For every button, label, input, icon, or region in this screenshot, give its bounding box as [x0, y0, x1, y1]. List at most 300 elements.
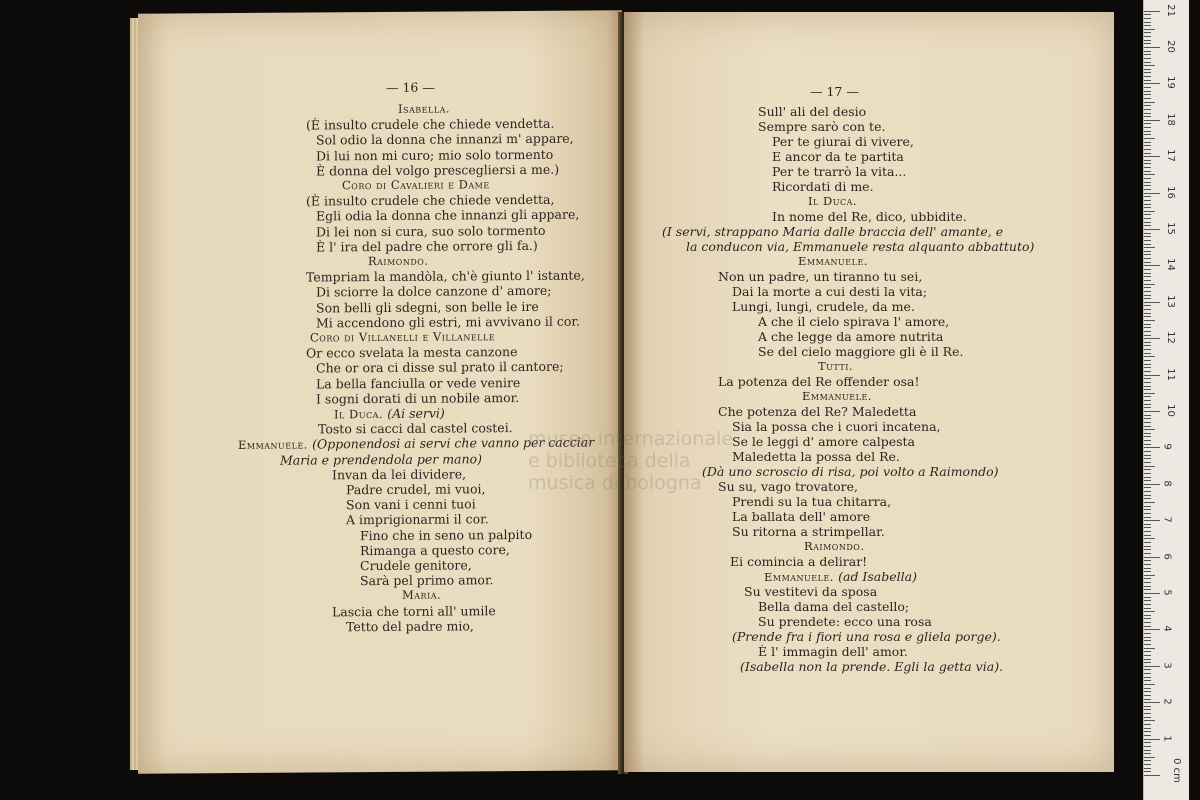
ruler-tick [1144, 218, 1151, 219]
ruler-tick [1144, 153, 1151, 154]
ruler-tick [1144, 506, 1151, 507]
ruler-tick [1144, 655, 1151, 656]
ruler-tick [1144, 91, 1151, 92]
ruler-tick [1144, 407, 1151, 408]
ruler-tick [1144, 513, 1151, 514]
ruler-tick [1144, 418, 1151, 419]
ruler-tick [1144, 600, 1151, 601]
ruler-number: 18 [1164, 112, 1176, 126]
ruler-number: 12 [1164, 331, 1176, 345]
left-page-text [138, 10, 622, 773]
ruler-tick [1144, 65, 1155, 66]
verse-line: Invan da lei dividere, [332, 466, 467, 483]
verse-line: Emmanuele. (ad Isabella) [764, 569, 917, 584]
ruler-tick [1144, 291, 1151, 292]
ruler-tick [1144, 527, 1151, 528]
ruler-number: 8 [1161, 480, 1173, 487]
verse-line: I sogni dorati di un nobile amor. [316, 389, 520, 407]
ruler-tick [1144, 775, 1160, 776]
verse-line: La bella fanciulla or vede venire [316, 374, 521, 392]
verse-line: E ancor da te partita [772, 149, 904, 164]
stage-direction: (Dà uno scroscio di risa, poi volto a Raimondo) [702, 464, 999, 479]
verse-line: Sarà pel primo amor. [360, 572, 494, 589]
ruler-number: 14 [1164, 258, 1176, 272]
right-page [624, 12, 1114, 772]
verse-line: Emmanuele. (Opponendosi ai servi che vanno per cacciar [238, 434, 595, 453]
ruler-number: 17 [1164, 149, 1176, 163]
ruler-tick [1144, 760, 1151, 761]
ruler-tick [1144, 83, 1160, 84]
ruler-tick [1144, 360, 1151, 361]
ruler-tick [1144, 597, 1151, 598]
speaker-heading: Raimondo. [804, 539, 865, 553]
ruler-tick [1144, 171, 1151, 172]
library-watermark [528, 428, 733, 494]
ruler-tick [1144, 491, 1151, 492]
ruler-tick [1144, 557, 1160, 558]
ruler-tick [1144, 677, 1151, 678]
ruler-tick [1144, 29, 1155, 30]
ruler-number: 11 [1164, 367, 1176, 381]
ruler-tick [1144, 673, 1151, 674]
ruler-tick [1144, 615, 1151, 616]
measuring-ruler [1143, 0, 1189, 800]
stage-direction: Maria e prendendola per mano) [280, 450, 482, 468]
ruler-tick [1144, 222, 1151, 223]
ruler-tick [1144, 644, 1151, 645]
ruler-tick [1144, 87, 1151, 88]
verse-line: Che potenza del Re? Maledetta [718, 404, 917, 419]
verse-line: È donna del volgo prescegliersi a me.) [316, 161, 560, 179]
ruler-tick [1144, 284, 1155, 285]
ruler-tick [1144, 225, 1151, 226]
speaker-heading: Coro di Villanelli e Villanelle [310, 329, 496, 345]
ruler-tick [1144, 593, 1160, 594]
ruler-tick [1144, 586, 1151, 587]
ruler-tick [1144, 560, 1151, 561]
ruler-tick [1144, 204, 1151, 205]
verse-line: Lungi, lungi, crudele, da me. [732, 299, 915, 314]
ruler-tick [1144, 305, 1151, 306]
ruler-tick [1144, 611, 1155, 612]
ruler-tick [1144, 98, 1151, 99]
ruler-number: 3 [1161, 662, 1173, 669]
verse-line: Ei comincia a delirar! [730, 554, 868, 569]
ruler-tick [1144, 287, 1151, 288]
ruler-tick [1144, 163, 1151, 164]
ruler-tick [1144, 178, 1151, 179]
ruler-tick [1144, 535, 1151, 536]
ruler-tick [1144, 462, 1151, 463]
ruler-tick [1144, 378, 1151, 379]
ruler-tick [1144, 18, 1151, 19]
ruler-tick [1144, 69, 1151, 70]
ruler-tick [1144, 295, 1151, 296]
ruler-tick [1144, 713, 1151, 714]
ruler-tick [1144, 254, 1151, 255]
verse-line: Sull' ali del desio [758, 104, 867, 119]
verse-line: Su prendete: ecco una rosa [758, 614, 932, 629]
ruler-tick [1144, 131, 1151, 132]
stage-direction: la conducon via, Emmanuele resta alquanto abbattuto) [686, 239, 1035, 254]
verse-line: Or ecco svelata la mesta canzone [306, 344, 518, 361]
ruler-tick [1144, 739, 1160, 740]
ruler-tick [1144, 375, 1160, 376]
ruler-tick [1144, 480, 1151, 481]
ruler-tick [1144, 214, 1151, 215]
ruler-tick [1144, 568, 1151, 569]
ruler-tick [1144, 702, 1160, 703]
verse-line: Per te trarrò la vita... [772, 164, 907, 179]
ruler-tick [1144, 750, 1151, 751]
ruler-tick [1144, 659, 1151, 660]
verse-line: Su su, vago trovatore, [718, 479, 858, 494]
verse-line: Su vestitevi da sposa [744, 584, 878, 599]
verse-line: Di lei non si cura, suo solo tormento [316, 222, 546, 240]
ruler-tick [1144, 771, 1151, 772]
verse-line: Prendi su la tua chitarra, [732, 494, 892, 509]
ruler-number: 10 [1164, 404, 1176, 417]
ruler-tick [1144, 309, 1151, 310]
ruler-tick [1144, 353, 1151, 354]
ruler-tick [1144, 273, 1151, 274]
verse-line: La potenza del Re offender osa! [718, 374, 920, 389]
ruler-tick [1144, 280, 1151, 281]
ruler-tick [1144, 724, 1151, 725]
ruler-tick [1144, 633, 1151, 634]
verse-line: Se del cielo maggiore gli è il Re. [758, 344, 964, 359]
ruler-tick [1144, 160, 1151, 161]
ruler-tick [1144, 662, 1151, 663]
ruler-tick [1144, 138, 1155, 139]
ruler-tick [1144, 640, 1151, 641]
ruler-tick [1144, 244, 1151, 245]
verse-line: Mi accendono gli estri, mi avvivano il cor. [316, 313, 581, 331]
ruler-number: 4 [1161, 625, 1173, 633]
ruler-tick [1144, 382, 1151, 383]
ruler-tick [1144, 477, 1151, 478]
ruler-tick [1144, 578, 1151, 579]
ruler-tick [1144, 531, 1151, 532]
ruler-tick [1144, 386, 1151, 387]
ruler-tick [1144, 102, 1155, 103]
page-number: — 17 — [810, 84, 859, 99]
speaker-heading: Tutti. [818, 359, 854, 373]
ruler-tick [1144, 109, 1151, 110]
ruler-tick [1144, 720, 1155, 721]
ruler-tick [1144, 22, 1151, 23]
stage-direction: (Isabella non la prende. Egli la getta via). [740, 659, 1004, 674]
ruler-tick [1144, 517, 1151, 518]
ruler-tick [1144, 509, 1151, 510]
verse-line: Son vani i cenni tuoi [346, 496, 476, 513]
ruler-tick [1144, 324, 1151, 325]
watermark-line: museo internazionale [528, 428, 733, 450]
verse-line: Crudele genitore, [360, 557, 472, 574]
verse-line: (È insulto crudele che chiede vendetta. [306, 115, 555, 133]
verse-line: Sol odio la donna che innanzi m' appare, [316, 131, 574, 148]
ruler-tick [1144, 564, 1151, 565]
ruler-tick [1144, 582, 1151, 583]
verse-line: Non un padre, un tiranno tu sei, [718, 269, 923, 284]
speaker-heading: Coro di Cavalieri e Dame [342, 177, 490, 193]
ruler-tick [1144, 764, 1151, 765]
ruler-tick [1144, 123, 1151, 124]
verse-line: Ricordati di me. [772, 179, 874, 194]
ruler-tick [1144, 618, 1151, 619]
ruler-tick [1144, 105, 1151, 106]
ruler-tick [1144, 327, 1151, 328]
ruler-tick [1144, 113, 1151, 114]
stage-direction: (I servi, strappano Maria dalle braccia dell' amante, e [662, 224, 1004, 239]
ruler-tick [1144, 62, 1151, 63]
ruler-tick [1144, 182, 1151, 183]
ruler-tick [1144, 549, 1151, 550]
ruler-tick [1144, 455, 1151, 456]
speaker-heading: Emmanuele. [802, 389, 872, 403]
ruler-tick [1144, 706, 1151, 707]
ruler-tick [1144, 120, 1160, 121]
ruler-tick [1144, 695, 1151, 696]
verse-line: A che il cielo spirava l' amore, [758, 314, 950, 329]
speaker-heading: Isabella. [398, 101, 451, 116]
ruler-tick [1144, 389, 1151, 390]
ruler-tick [1144, 680, 1151, 681]
ruler-tick [1144, 142, 1151, 143]
verse-line: Sempre sarò con te. [758, 119, 886, 134]
ruler-tick [1144, 356, 1155, 357]
ruler-tick [1144, 338, 1160, 339]
ruler-tick [1144, 473, 1151, 474]
ruler-tick [1144, 422, 1151, 423]
ruler-tick [1144, 735, 1151, 736]
left-page [138, 10, 622, 773]
ruler-zero-label: 0 cm [1170, 758, 1182, 783]
ruler-number: 6 [1161, 552, 1173, 560]
stage-direction: (Prende fra i fiori una rosa e gliela porge). [732, 629, 1001, 644]
ruler-tick [1144, 469, 1151, 470]
ruler-tick [1144, 233, 1151, 234]
ruler-number: 5 [1161, 589, 1173, 596]
ruler-tick [1144, 247, 1155, 248]
ruler-tick [1144, 265, 1160, 266]
ruler-tick [1144, 637, 1151, 638]
ruler-tick [1144, 753, 1151, 754]
ruler-tick [1144, 72, 1151, 73]
ruler-tick [1144, 728, 1151, 729]
ruler-tick [1144, 626, 1151, 627]
speaker-heading: Raimondo. [368, 253, 429, 269]
ruler-tick [1144, 76, 1151, 77]
ruler-tick [1144, 684, 1155, 685]
verse-line: A imprigionarmi il cor. [346, 511, 489, 528]
verse-line: Tempriam la mandòla, ch'è giunto l' istante, [306, 267, 585, 285]
verse-line: Padre crudel, mi vuoi, [346, 481, 486, 498]
ruler-number: 7 [1161, 516, 1173, 523]
ruler-tick [1144, 396, 1151, 397]
ruler-tick [1144, 54, 1151, 55]
verse-line: Di lui non mi curo; mio solo tormento [316, 146, 554, 164]
ruler-tick [1144, 404, 1151, 405]
ruler-tick [1144, 127, 1151, 128]
ruler-tick [1144, 58, 1151, 59]
ruler-tick [1144, 768, 1151, 769]
ruler-tick [1144, 575, 1155, 576]
ruler-tick [1144, 466, 1155, 467]
ruler-tick [1144, 149, 1151, 150]
ruler-tick [1144, 156, 1160, 157]
ruler-tick [1144, 484, 1160, 485]
ruler-tick [1144, 32, 1151, 33]
ruler-tick [1144, 258, 1151, 259]
ruler-tick [1144, 302, 1160, 303]
ruler-number: 19 [1164, 76, 1176, 90]
ruler-tick [1144, 80, 1151, 81]
ruler-tick [1144, 174, 1155, 175]
ruler-tick [1144, 229, 1160, 230]
ruler-tick [1144, 345, 1151, 346]
ruler-tick [1144, 433, 1151, 434]
verse-line: È l' immagin dell' amor. [758, 644, 908, 659]
ruler-tick [1144, 47, 1160, 48]
ruler-tick [1144, 429, 1155, 430]
ruler-number: 16 [1164, 185, 1176, 199]
ruler-tick [1144, 185, 1151, 186]
ruler-tick [1144, 167, 1151, 168]
ruler-tick [1144, 546, 1151, 547]
watermark-line: musica di bologna [528, 472, 702, 494]
verse-line: Egli odia la donna che innanzi gli appare, [316, 206, 580, 224]
ruler-tick [1144, 342, 1151, 343]
ruler-tick [1144, 629, 1160, 630]
verse-line: Il Duca. (Ai servi) [334, 405, 445, 422]
ruler-tick [1144, 498, 1151, 499]
ruler-tick [1144, 699, 1151, 700]
verse-line: Fino che in seno un palpito [360, 526, 533, 543]
verse-line: La ballata dell' amore [732, 509, 871, 524]
ruler-tick [1144, 451, 1151, 452]
ruler-tick [1144, 25, 1151, 26]
speaker-heading: Maria. [402, 587, 442, 603]
ruler-tick [1144, 458, 1151, 459]
verse-line: È l' ira del padre che orrore gli fa.) [316, 237, 538, 255]
ruler-tick [1144, 251, 1151, 252]
ruler-tick [1144, 40, 1151, 41]
verse-line: Son belli gli sdegni, son belle le ire [316, 298, 539, 316]
verse-line: Dai la morte a cui desti la vita; [732, 284, 928, 299]
ruler-tick [1144, 43, 1151, 44]
verse-line: Tosto si cacci dal castel costei. [318, 420, 513, 437]
ruler-tick [1144, 262, 1151, 263]
ruler-tick [1144, 116, 1151, 117]
ruler-tick [1144, 14, 1151, 15]
ruler-tick [1144, 520, 1160, 521]
ruler-tick [1144, 269, 1151, 270]
speaker-heading: Il Duca. [808, 194, 858, 208]
verse-line: Per te giurai di vivere, [772, 134, 914, 149]
ruler-tick [1144, 622, 1151, 623]
ruler-tick [1144, 447, 1160, 448]
ruler-tick [1144, 553, 1151, 554]
speaker-heading: Emmanuele. [798, 254, 868, 268]
ruler-tick [1144, 608, 1151, 609]
open-book [130, 12, 1120, 780]
ruler-tick [1144, 502, 1155, 503]
ruler-tick [1144, 589, 1151, 590]
ruler-tick [1144, 335, 1151, 336]
ruler-tick [1144, 742, 1151, 743]
ruler-tick [1144, 746, 1151, 747]
page-number: — 16 — [386, 79, 435, 95]
ruler-tick [1144, 367, 1151, 368]
ruler-tick [1144, 411, 1160, 412]
ruler-tick [1144, 236, 1151, 237]
verse-line: Su ritorna a strimpellar. [732, 524, 885, 539]
ruler-tick [1144, 276, 1151, 277]
ruler-number: 2 [1161, 698, 1173, 705]
ruler-tick [1144, 193, 1160, 194]
ruler-tick [1144, 571, 1151, 572]
verse-line: Che or ora ci disse sul prato il cantore; [316, 359, 564, 376]
ruler-number: 21 [1164, 3, 1176, 17]
ruler-tick [1144, 604, 1151, 605]
verse-line: Lascia che torni all' umile [332, 602, 496, 619]
ruler-tick [1144, 207, 1151, 208]
ruler-tick [1144, 440, 1151, 441]
ruler-tick [1144, 495, 1151, 496]
verse-line: Rimanga a questo core, [360, 541, 510, 558]
ruler-tick [1144, 94, 1151, 95]
ruler-tick [1144, 524, 1151, 525]
ruler-number: 9 [1161, 443, 1173, 451]
ruler-tick [1144, 487, 1151, 488]
ruler-tick [1144, 371, 1151, 372]
verse-line: Bella dama del castello; [758, 599, 910, 614]
ruler-tick [1144, 415, 1151, 416]
ruler-tick [1144, 189, 1151, 190]
ruler-tick [1144, 731, 1151, 732]
ruler-tick [1144, 717, 1151, 718]
ruler-tick [1144, 538, 1155, 539]
ruler-tick [1144, 426, 1151, 427]
verse-line: Maledetta la possa del Re. [732, 449, 900, 464]
verse-line: Sia la possa che i cuori incatena, [732, 419, 941, 434]
verse-line: Se le leggi d' amore calpesta [732, 434, 916, 449]
ruler-tick [1144, 757, 1155, 758]
ruler-tick [1144, 51, 1151, 52]
ruler-tick [1144, 651, 1151, 652]
ruler-tick [1144, 331, 1151, 332]
ruler-number: 20 [1164, 40, 1176, 53]
ruler-tick [1144, 349, 1151, 350]
ruler-tick [1144, 196, 1151, 197]
ruler-tick [1144, 436, 1151, 437]
ruler-tick [1144, 364, 1151, 365]
verse-line: A che legge da amore nutrita [758, 329, 944, 344]
ruler-tick [1144, 313, 1151, 314]
ruler-tick [1144, 298, 1151, 299]
verse-line: Tetto del padre mio, [346, 618, 474, 635]
ruler-tick [1144, 648, 1155, 649]
ruler-tick [1144, 444, 1151, 445]
ruler-tick [1144, 134, 1151, 135]
ruler-tick [1144, 320, 1155, 321]
verse-line: Di sciorre la dolce canzone d' amore; [316, 283, 552, 300]
ruler-tick [1144, 316, 1151, 317]
ruler-number: 1 [1161, 734, 1173, 742]
ruler-tick [1144, 666, 1160, 667]
ruler-tick [1144, 145, 1151, 146]
